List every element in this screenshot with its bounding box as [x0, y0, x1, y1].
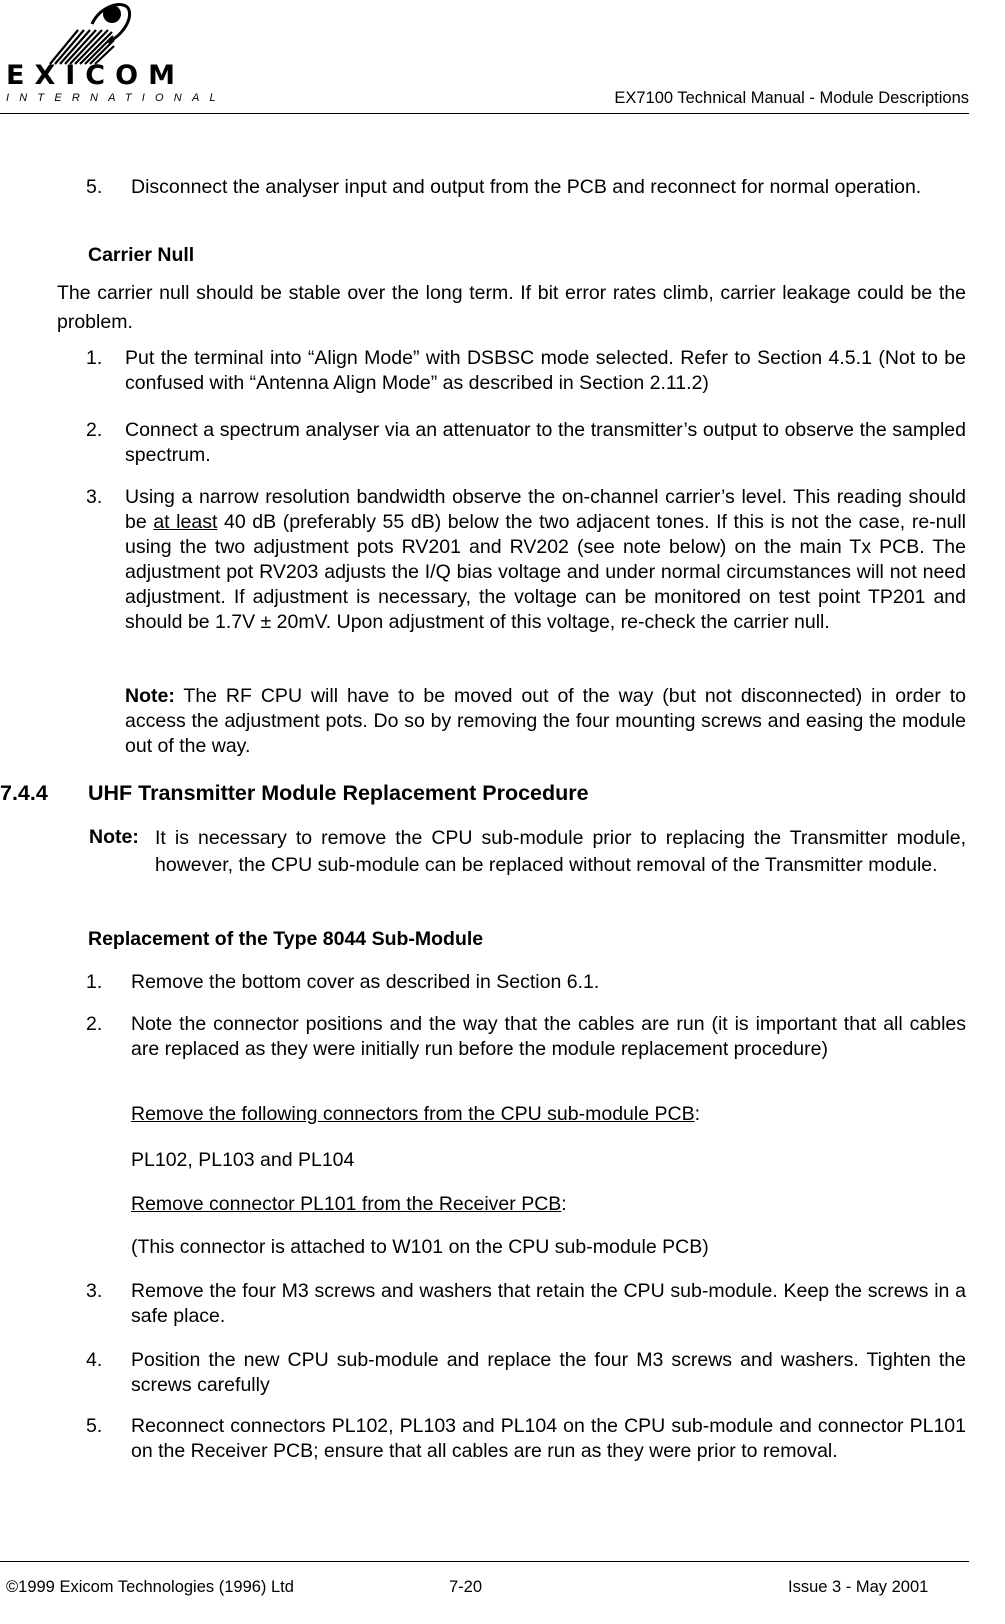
footer-page-number: 7-20: [449, 1578, 483, 1596]
replace-step-4: [86, 1348, 966, 1398]
replace-step-1: [86, 970, 966, 995]
note-label: Note:: [125, 685, 175, 707]
note-text: The RF CPU will have to be moved out of the way (but not disconnected) in order to access the adjustment pots. Do so by removing the four mounting screws and easing the module out of the way.: [125, 685, 966, 757]
footer-rule: [0, 1561, 969, 1562]
remove-rx-connector-instruction: [131, 1192, 567, 1217]
step-number: 4.: [86, 1349, 103, 1371]
carrier-step-2: [86, 418, 966, 468]
replace-step-3: [86, 1279, 966, 1329]
header-rule: [0, 113, 969, 114]
section-number: 7.4.4: [0, 781, 48, 805]
step-number: 5.: [86, 1415, 103, 1437]
step-text: Position the new CPU sub-module and replace the four M3 screws and washers. Tighten the screws carefully: [131, 1349, 966, 1396]
header-title: EX7100 Technical Manual - Module Descriptions: [614, 89, 969, 107]
instruction-underline: Remove the following connectors from the CPU sub-module PCB: [131, 1103, 695, 1125]
footer-copyright: ©1999 Exicom Technologies (1996) Ltd: [6, 1578, 294, 1596]
step-number: 2.: [86, 1013, 103, 1035]
footer-issue: Issue 3 - May 2001: [788, 1578, 929, 1596]
carrier-note: [125, 684, 966, 759]
step-text: Remove the bottom cover as described in Section 6.1.: [131, 971, 600, 993]
logo-wordmark: EXICOM: [6, 60, 185, 91]
step-5-top: [86, 175, 966, 200]
step-number: 1.: [86, 347, 103, 369]
step-number: 1.: [86, 971, 103, 993]
step-number: 5.: [86, 176, 103, 198]
cpu-connector-list: PL102, PL103 and PL104: [131, 1149, 355, 1171]
step-text: Reconnect connectors PL102, PL103 and PL104 on the CPU sub-module and connector PL101 on the Receiver PCB; ensure that all cables are run as they were prior to removal.: [131, 1415, 966, 1462]
emphasis-underline: at least: [153, 511, 218, 533]
rx-connector-note: (This connector is attached to W101 on the CPU sub-module PCB): [131, 1236, 709, 1258]
replacement-heading: Replacement of the Type 8044 Sub-Module: [88, 928, 484, 950]
step-text: Remove the four M3 screws and washers that retain the CPU sub-module. Keep the screws in a safe place.: [131, 1280, 966, 1327]
step-text: Note the connector positions and the way that the cables are run (it is important that all cables are replaced as they were initially run before the module replacement procedure): [131, 1013, 966, 1060]
colon: :: [694, 1103, 701, 1125]
step-text: Disconnect the analyser input and output from the PCB and reconnect for normal operation.: [131, 176, 922, 198]
section-note-label: Note:: [89, 826, 139, 848]
replace-step-2: [86, 1012, 966, 1062]
step-text: [125, 485, 966, 635]
step-number: 2.: [86, 419, 103, 441]
carrier-step-1: [86, 346, 966, 396]
section-note-text: It is necessary to remove the CPU sub-module prior to replacing the Transmitter module, however, the CPU sub-module can be replaced without removal of the Transmitter module.: [155, 827, 966, 876]
step-text-part: Using a narrow resolution bandwidth observe the on-channel carrier’s level. This reading should be: [125, 486, 966, 533]
step-number: 3.: [86, 486, 103, 508]
step-text-part: 40 dB (preferably 55 dB) below the two adjacent tones. If this is not the case, re-null using the two adjustment pots RV201 and RV202 (see note below) on the main Tx PCB. The adjustment pot RV203 adjusts the I/Q bias voltage and under normal circumstances will not need adjustment. If adjustment is necessary, the voltage can be monitored on test point TP201 and should be 1.7V ± 20mV. Upon adjustment of this voltage, re-check the carrier null.: [125, 511, 967, 633]
carrier-step-3: [86, 485, 966, 635]
remove-cpu-connectors-instruction: [131, 1102, 700, 1127]
step-number: 3.: [86, 1280, 103, 1302]
colon: :: [561, 1193, 567, 1215]
instruction-underline: Remove connector PL101 from the Receiver PCB: [131, 1193, 562, 1215]
step-text: Put the terminal into “Align Mode” with DSBSC mode selected. Refer to Section 4.5.1 (Not to be confused with “Antenna Align Mode” as described in Section 2.11.2): [125, 347, 966, 394]
replace-step-5: [86, 1414, 966, 1464]
step-text: Connect a spectrum analyser via an attenuator to the transmitter’s output to observe the sampled spectrum.: [125, 419, 966, 466]
section-title: UHF Transmitter Module Replacement Procedure: [88, 781, 589, 805]
company-logo: [0, 0, 226, 110]
logo-subtitle: INTERNATIONAL: [6, 92, 226, 104]
carrier-null-intro: The carrier null should be stable over the long term. If bit error rates climb, carrier leakage could be the problem.: [57, 282, 966, 333]
carrier-null-heading: Carrier Null: [88, 244, 195, 266]
